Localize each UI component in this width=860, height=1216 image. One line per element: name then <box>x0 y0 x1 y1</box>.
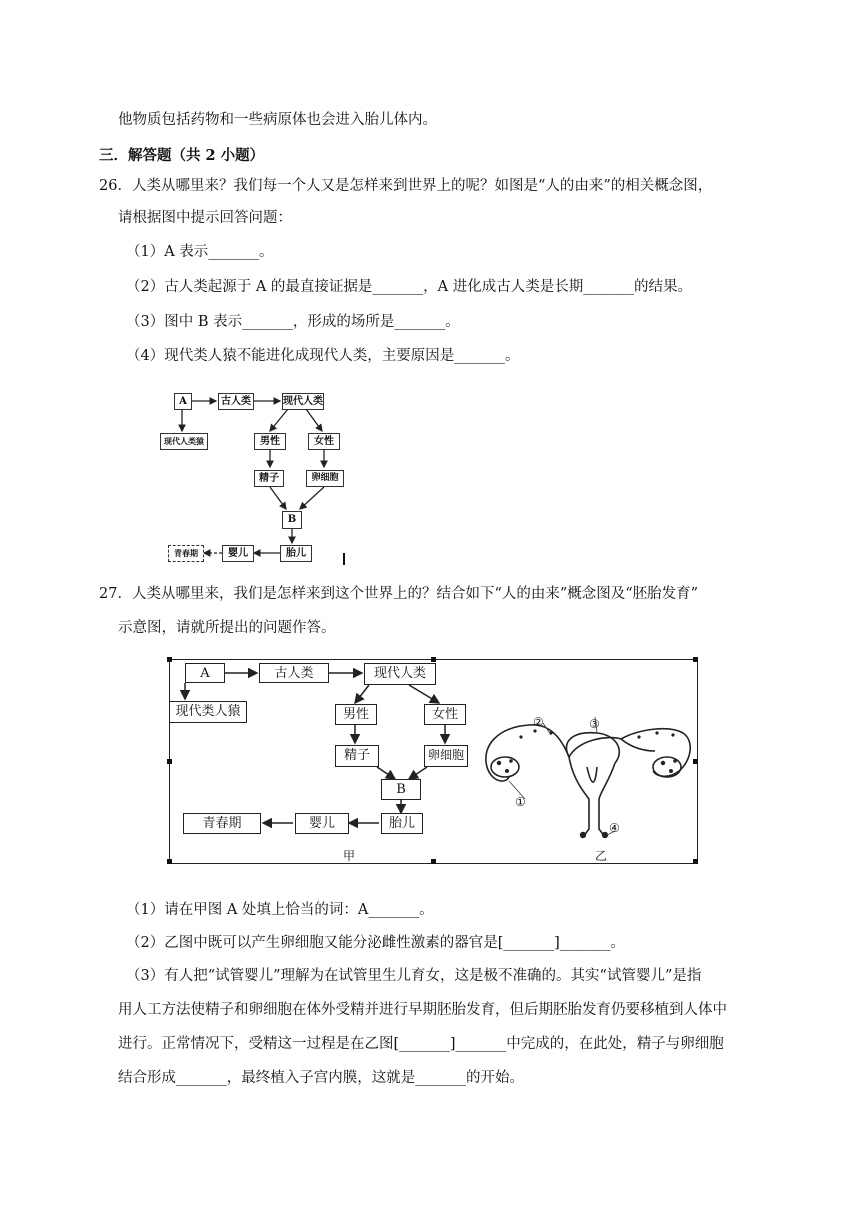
node-b: B <box>381 779 421 800</box>
node-female: 女性 <box>308 433 340 450</box>
node-sperm: 精子 <box>254 470 284 487</box>
node-sperm: 精子 <box>335 745 379 767</box>
question-27-part-3: （3）有人把“试管婴儿”理解为在试管里生儿育女，这是极不准确的。其实“试管婴儿”是指 <box>126 968 702 984</box>
cursor-mark <box>343 553 345 565</box>
question-27-part-2: （2）乙图中既可以产生卵细胞又能分泌雌性激素的器官是[_______]_______。 <box>126 935 626 951</box>
node-ape: 现代类人猿 <box>169 701 247 723</box>
node-youth: 青春期 <box>183 813 261 834</box>
label-3: ③ <box>589 717 600 731</box>
node-modern-human: 现代人类 <box>364 663 436 685</box>
question-27-part-3: 用人工方法使精子和卵细胞在体外受精并进行早期胚胎发育，但后期胚胎发育仍要移植到人体中 <box>118 1002 727 1018</box>
label-4: ④ <box>609 821 620 835</box>
node-baby: 婴儿 <box>222 545 254 562</box>
question-26-text: 请根据图中提示回答问题： <box>118 210 292 226</box>
question-27-part-3: 进行。正常情况下，受精这一过程是在乙图[_______]_______中完成的，在此处，精子与卵细胞 <box>118 1036 724 1052</box>
concept-map-small <box>160 385 360 565</box>
question-26-part-3: （3）图中 B 表示_______，形成的场所是_______。 <box>126 314 460 330</box>
caption-yi: 乙 <box>595 849 608 863</box>
node-female: 女性 <box>424 704 466 725</box>
ovary-dots <box>497 729 677 838</box>
node-modern-human: 现代人类 <box>282 393 324 410</box>
node-male: 男性 <box>254 433 286 450</box>
node-fetus: 胎儿 <box>280 545 312 562</box>
node-b: B <box>282 511 302 529</box>
section-heading: 三．解答题（共 2 小题） <box>99 147 265 164</box>
question-26-text: 26．人类从哪里来？我们每一个人又是怎样来到世界上的呢？如图是“人的由来”的相关概念图， <box>99 178 713 194</box>
node-baby: 婴儿 <box>295 813 349 834</box>
label-2: ② <box>533 715 544 729</box>
node-ancient-human: 古人类 <box>218 393 254 410</box>
node-ape: 现代人类猿 <box>160 433 208 450</box>
node-a: A <box>185 663 225 683</box>
text-line: 他物质包括药物和一些病原体也会进入胎儿体内。 <box>118 112 437 128</box>
question-27-text: 27．人类从哪里来，我们是怎样来到这个世界上的？结合如下“人的由来”概念图及“胚胎发育” <box>99 586 699 602</box>
figure-27 <box>169 659 698 864</box>
node-egg: 卵细胞 <box>306 470 344 487</box>
question-27-part-3: 结合形成_______，最终植入子宫内膜，这就是_______的开始。 <box>118 1070 524 1086</box>
reproductive-system-drawing <box>486 725 690 837</box>
node-ancient-human: 古人类 <box>259 663 329 683</box>
node-male: 男性 <box>335 704 377 725</box>
node-a: A <box>174 393 192 410</box>
question-26-part-4: （4）现代类人猿不能进化成现代人类，主要原因是_______。 <box>126 348 520 364</box>
question-26-part-2: （2）古人类起源于 A 的最直接证据是_______，A 进化成古人类是长期_______的结果。 <box>126 279 692 295</box>
caption-jia: 甲 <box>343 849 356 863</box>
question-27-part-1: （1）请在甲图 A 处填上恰当的词：A_______。 <box>126 902 434 918</box>
node-egg: 卵细胞 <box>424 745 468 767</box>
label-1: ① <box>515 795 526 809</box>
node-fetus: 胎儿 <box>381 813 423 834</box>
question-27-text: 示意图，请就所提出的问题作答。 <box>118 620 336 636</box>
node-youth: 青春期 <box>168 545 204 562</box>
question-26-part-1: （1）A 表示_______。 <box>126 244 274 260</box>
